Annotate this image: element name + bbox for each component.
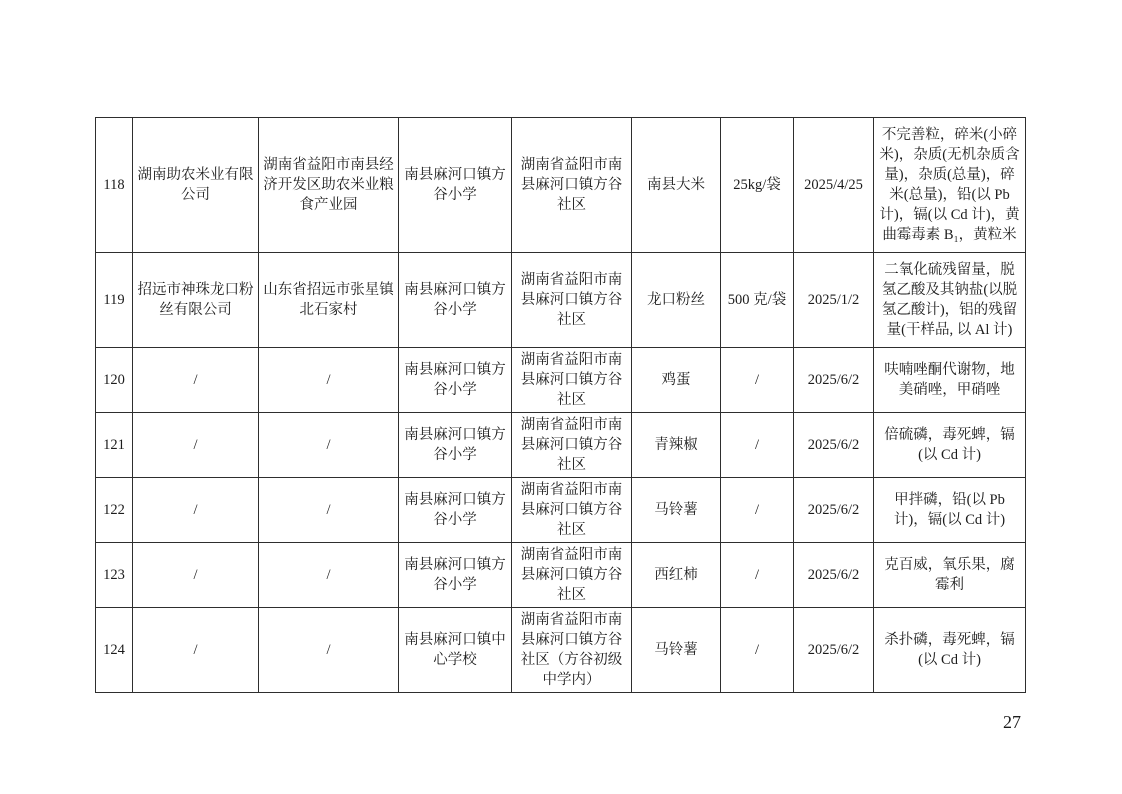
cell-test-items: 呋喃唑酮代谢物，地美硝唑，甲硝唑 [874, 348, 1026, 413]
table-row [96, 543, 1026, 608]
cell-serial-number: 118 [96, 118, 133, 253]
cell-specification: / [721, 543, 794, 608]
cell-food-name: 南县大米 [632, 118, 721, 253]
table-row [96, 413, 1026, 478]
cell-specification: 25kg/袋 [721, 118, 794, 253]
cell-producer-name: / [133, 543, 259, 608]
cell-production-date: 2025/6/2 [794, 608, 874, 693]
cell-producer-name: 湖南助农米业有限公司 [133, 118, 259, 253]
cell-test-items: 倍硫磷，毒死蜱，镉(以 Cd 计) [874, 413, 1026, 478]
cell-sampled-unit: 南县麻河口镇方谷小学 [399, 543, 512, 608]
page-number: 27 [1003, 712, 1021, 732]
cell-production-date: 2025/6/2 [794, 478, 874, 543]
cell-producer-address: / [259, 478, 399, 543]
cell-specification: / [721, 413, 794, 478]
cell-producer-name: / [133, 608, 259, 693]
cell-test-items: 杀扑磷，毒死蜱，镉(以 Cd 计) [874, 608, 1026, 693]
cell-test-items: 不完善粒，碎米(小碎米)，杂质(无机杂质含量)，杂质(总量)，碎米(总量)，铅(以 Pb 计)，镉(以 Cd 计)，黄曲霉毒素 B₁，黄粒米 [874, 118, 1026, 253]
cell-producer-name: / [133, 348, 259, 413]
cell-producer-address: / [259, 348, 399, 413]
table-row [96, 608, 1026, 693]
cell-producer-address: / [259, 608, 399, 693]
cell-production-date: 2025/6/2 [794, 348, 874, 413]
table-row [96, 348, 1026, 413]
cell-specification: / [721, 478, 794, 543]
cell-serial-number: 119 [96, 253, 133, 348]
table-row [96, 478, 1026, 543]
table-row [96, 118, 1026, 253]
cell-sampled-address: 湖南省益阳市南县麻河口镇方谷社区 [512, 478, 632, 543]
table-row [96, 253, 1026, 348]
cell-production-date: 2025/1/2 [794, 253, 874, 348]
cell-food-name: 青辣椒 [632, 413, 721, 478]
cell-serial-number: 121 [96, 413, 133, 478]
cell-production-date: 2025/4/25 [794, 118, 874, 253]
cell-sampled-unit: 南县麻河口镇方谷小学 [399, 118, 512, 253]
cell-sampled-unit: 南县麻河口镇方谷小学 [399, 413, 512, 478]
cell-serial-number: 122 [96, 478, 133, 543]
cell-sampled-unit: 南县麻河口镇方谷小学 [399, 478, 512, 543]
cell-sampled-unit: 南县麻河口镇方谷小学 [399, 253, 512, 348]
cell-sampled-address: 湖南省益阳市南县麻河口镇方谷社区 [512, 118, 632, 253]
cell-producer-address: / [259, 413, 399, 478]
cell-food-name: 鸡蛋 [632, 348, 721, 413]
cell-test-items: 二氧化硫残留量，脱氢乙酸及其钠盐(以脱氢乙酸计)，铝的残留量(干样品, 以 Al 计) [874, 253, 1026, 348]
cell-test-items: 甲拌磷，铅(以 Pb 计)，镉(以 Cd 计) [874, 478, 1026, 543]
cell-sampled-unit: 南县麻河口镇中心学校 [399, 608, 512, 693]
cell-food-name: 马铃薯 [632, 608, 721, 693]
cell-sampled-address: 湖南省益阳市南县麻河口镇方谷社区（方谷初级中学内） [512, 608, 632, 693]
cell-test-items: 克百威，氧乐果，腐霉利 [874, 543, 1026, 608]
cell-producer-name: 招远市神珠龙口粉丝有限公司 [133, 253, 259, 348]
cell-sampled-address: 湖南省益阳市南县麻河口镇方谷社区 [512, 348, 632, 413]
cell-production-date: 2025/6/2 [794, 413, 874, 478]
cell-sampled-address: 湖南省益阳市南县麻河口镇方谷社区 [512, 253, 632, 348]
cell-serial-number: 120 [96, 348, 133, 413]
cell-specification: / [721, 608, 794, 693]
cell-specification: / [721, 348, 794, 413]
cell-specification: 500 克/袋 [721, 253, 794, 348]
cell-producer-name: / [133, 413, 259, 478]
cell-production-date: 2025/6/2 [794, 543, 874, 608]
cell-sampled-unit: 南县麻河口镇方谷小学 [399, 348, 512, 413]
cell-producer-address: 湖南省益阳市南县经济开发区助农米业粮食产业园 [259, 118, 399, 253]
cell-producer-address: 山东省招远市张星镇北石家村 [259, 253, 399, 348]
cell-food-name: 马铃薯 [632, 478, 721, 543]
cell-producer-name: / [133, 478, 259, 543]
sampling-table [95, 117, 1026, 693]
cell-serial-number: 124 [96, 608, 133, 693]
cell-serial-number: 123 [96, 543, 133, 608]
cell-food-name: 龙口粉丝 [632, 253, 721, 348]
cell-sampled-address: 湖南省益阳市南县麻河口镇方谷社区 [512, 543, 632, 608]
cell-food-name: 西红柿 [632, 543, 721, 608]
cell-sampled-address: 湖南省益阳市南县麻河口镇方谷社区 [512, 413, 632, 478]
cell-producer-address: / [259, 543, 399, 608]
